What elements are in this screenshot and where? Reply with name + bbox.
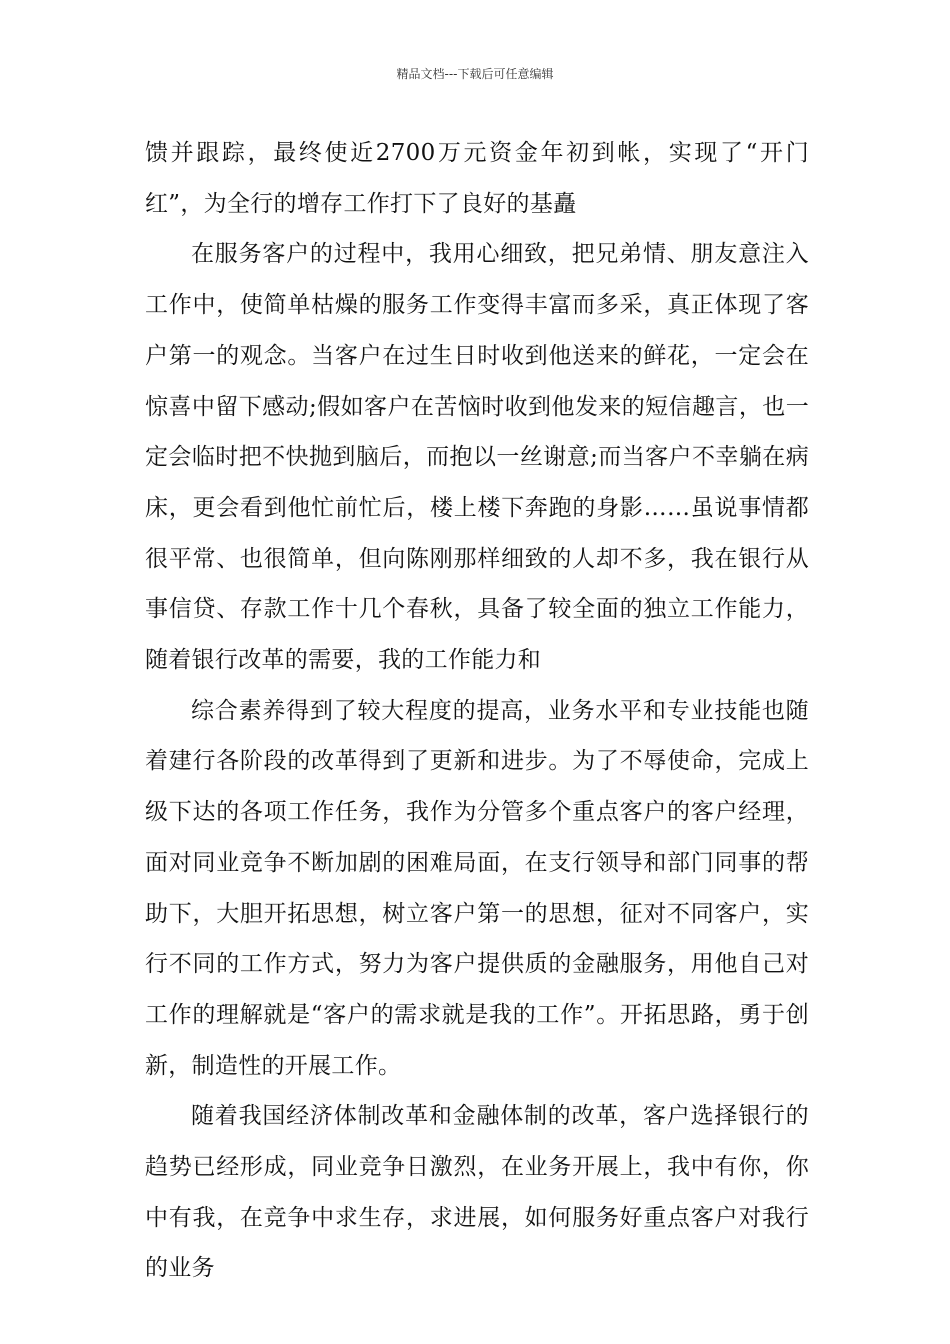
page-header: 精品文档---下载后可任意编辑 bbox=[396, 67, 554, 81]
paragraph: 随着我国经济体制改革和金融体制的改革，客户选择银行的趋势已经形成，同业竞争日激烈，在业务开展上，我中有你，你中有我，在竞争中求生存，求进展，如何服务好重点客户对我行的业务 bbox=[145, 1103, 809, 1282]
document-body bbox=[145, 128, 809, 1294]
paragraph: 综合素养得到了较大程度的提高，业务水平和专业技能也随着建行各阶段的改革得到了更新和进步。为了不辱使命，完成上级下达的各项工作任务，我作为分管多个重点客户的客户经理，面对同业竞争不断加剧的困难局面，在支行领导和部门同事的帮助下，大胆开拓思想，树立客户第一的思想，征对不同客户，实行不同的工作方式，努力为客户提供质的金融服务，用他自己对工作的理解就是“客户的需求就是我的工作”。开拓思路，勇于创新，制造性的开展工作。 bbox=[145, 697, 809, 1079]
paragraph: 在服务客户的过程中，我用心细致，把兄弟情、朋友意注入工作中，使简单枯燥的服务工作变得丰富而多采，真正体现了客户第一的观念。当客户在过生日时收到他送来的鲜花，一定会在惊喜中留下感动;假如客户在苦恼时收到他发来的短信趣言，也一定会临时把不快抛到脑后，而抱以一丝谢意;而当客户不幸躺在病床，更会看到他忙前忙后，楼上楼下奔跑的身影……虽说事情都很平常、也很简单，但向陈刚那样细致的人却不多，我在银行从事信贷、存款工作十几个春秋，具备了较全面的独立工作能力，随着银行改革的需要，我的工作能力和 bbox=[145, 241, 809, 674]
paragraph: 馈并跟踪，最终使近2700万元资金年初到帐，实现了“开门红”，为全行的增存工作打下了良好的基矗 bbox=[145, 140, 809, 217]
